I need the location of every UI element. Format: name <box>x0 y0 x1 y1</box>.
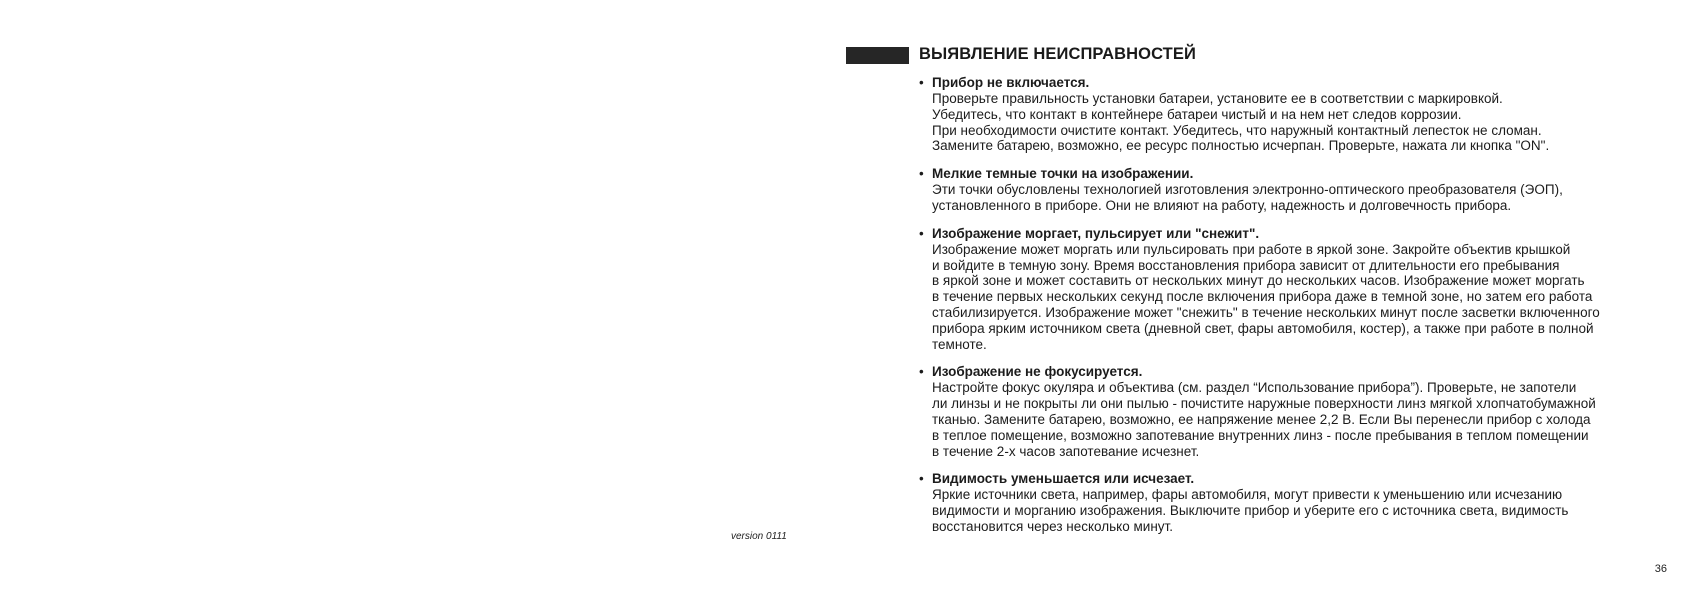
section-text-line: Изображение может моргать или пульсировать при работе в яркой зоне. Закройте объектив крышкой <box>932 241 1571 257</box>
section-heading: Прибор не включается. <box>932 75 1090 90</box>
section-text-line: Яркие источники света, например, фары автомобиля, могут привести к уменьшению или исчезанию <box>932 487 1563 503</box>
bullet-icon: • <box>919 166 924 182</box>
bullet-icon: • <box>919 75 924 90</box>
bullet-icon: • <box>919 225 924 241</box>
troubleshooting-item <box>919 471 1669 534</box>
bullet-icon: • <box>919 471 924 487</box>
section-heading: Видимость уменьшается или исчезает. <box>932 471 1195 487</box>
section-text-line: Настройте фокус окуляра и объектива (см. раздел “Использование прибора”). Проверьте, не запотели <box>932 380 1577 396</box>
troubleshooting-item <box>919 75 1669 154</box>
troubleshooting-item <box>919 226 1669 353</box>
section-text-line: прибора ярким источником света (дневной свет, фары автомобиля, костер), а также при работе в полной <box>932 320 1594 336</box>
section-heading: Изображение моргает, пульсирует или "снежит". <box>932 225 1260 241</box>
section-text-line: в теплое помещение, возможно запотевание внутренних линз - после пребывания в теплом помещении <box>932 427 1589 443</box>
section-text-line: в яркой зоне и может составить от нескольких минут до нескольких часов. Изображение может моргать <box>932 273 1585 289</box>
troubleshooting-item <box>919 166 1669 214</box>
section-text-line: в течение первых нескольких секунд после включения прибора даже в темной зоне, но затем его работа <box>932 289 1593 305</box>
section-text-line: восстановится через несколько минут. <box>932 518 1173 534</box>
section-text-line: в течение 2-х часов запотевание исчезнет. <box>932 443 1200 459</box>
troubleshooting-item <box>919 364 1669 459</box>
section-text-line: установленного в приборе. Они не влияют на работу, надежность и долговечность прибора. <box>932 197 1512 213</box>
section-text-line: и войдите в темную зону. Время восстановления прибора зависит от длительности его пребывания <box>932 257 1560 273</box>
troubleshooting-list <box>919 75 1669 547</box>
section-text-line: Эти точки обусловлены технологией изготовления электронно-оптического преобразователя (ЭОП), <box>932 182 1563 198</box>
section-text-line: темноте. <box>932 336 987 352</box>
right-page <box>842 0 1684 595</box>
section-text-line: ли линзы и не покрыты ли они пылью - почистите наружные поверхности линз мягкой хлопчатобумажной <box>932 396 1596 412</box>
section-text-line: Замените батарею, возможно, ее ресурс полностью исчерпан. Проверьте, нажата ли кнопка "ON". <box>932 138 1550 154</box>
section-text-line: При необходимости очистите контакт. Убедитесь, что наружный контактный лепесток не сломан. <box>932 122 1542 138</box>
bullet-icon: • <box>919 364 924 380</box>
section-heading: Изображение не фокусируется. <box>932 364 1143 380</box>
page-number: 36 <box>1654 563 1667 575</box>
section-text-line: тканью. Замените батарею, возможно, ее напряжение менее 2,2 В. Если Вы перенесли прибор с холода <box>932 411 1591 427</box>
section-text-line: Убедитесь, что контакт в контейнере батареи чистый и на нем нет следов коррозии. <box>932 106 1462 122</box>
section-text-line: Проверьте правильность установки батареи, установите ее в соответствии с маркировкой. <box>932 91 1503 106</box>
page-title: ВЫЯВЛЕНИЕ НЕИСПРАВНОСТЕЙ <box>919 45 1196 63</box>
title-marker-bar <box>846 47 909 64</box>
section-text-line: видимости и морганию изображения. Выключите прибор и уберите его с источника света, видимость <box>932 503 1569 519</box>
section-text-line: стабилизируется. Изображение может "снежить" в течение нескольких минут после засветки включенного <box>932 304 1600 320</box>
version-label: version 0111 <box>731 531 787 542</box>
section-heading: Мелкие темные точки на изображении. <box>932 166 1194 182</box>
